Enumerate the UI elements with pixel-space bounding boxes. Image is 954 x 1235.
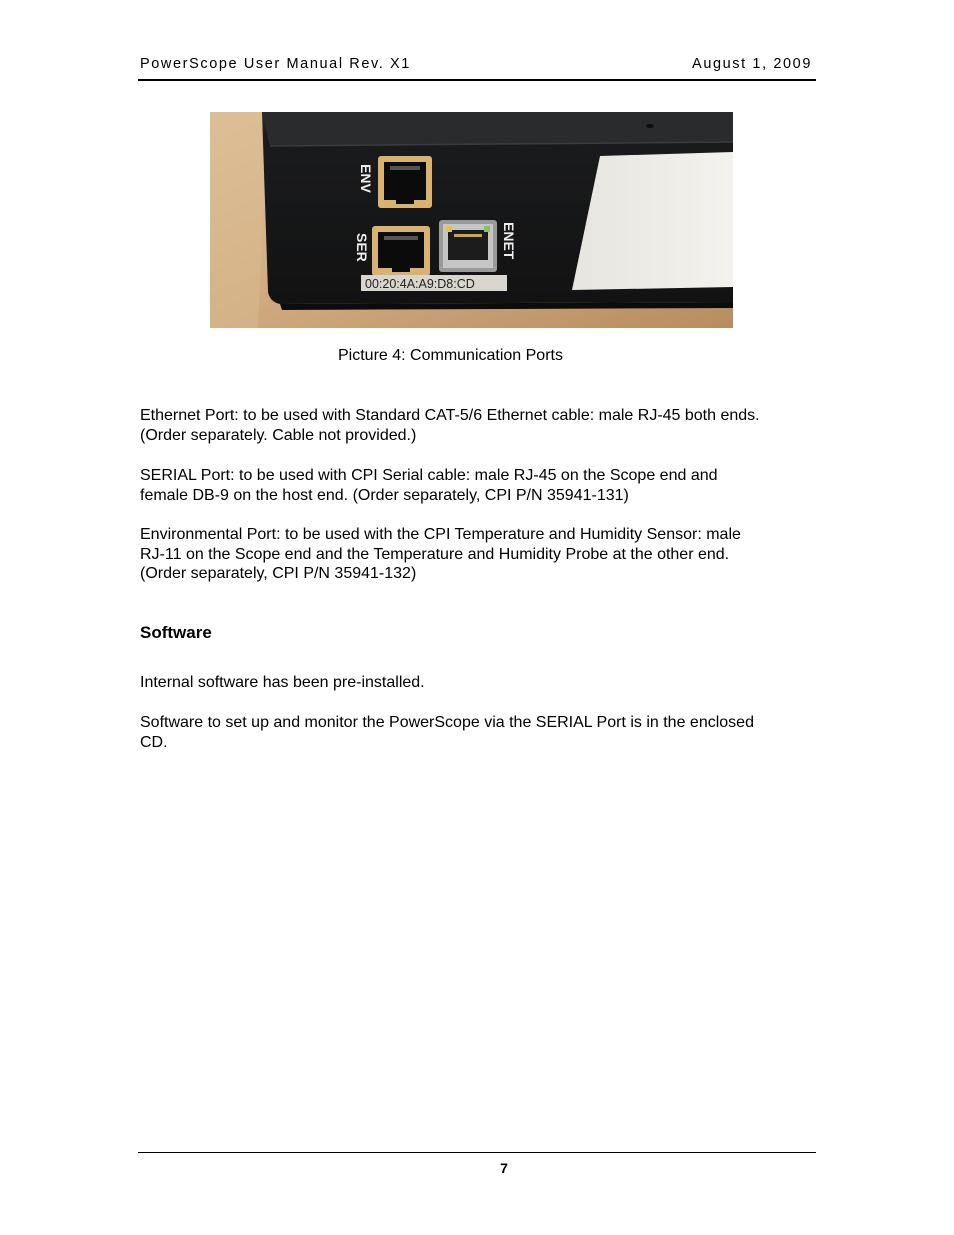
page-header bbox=[140, 54, 814, 78]
ethernet-port-paragraph: Ethernet Port: to be used with Standard CAT-5/6 Ethernet cable: male RJ-45 both ends. (Order separately. Cable not provided.) bbox=[140, 407, 760, 444]
software-setup-paragraph: Software to set up and monitor the PowerScope via the SERIAL Port is in the enclosed CD. bbox=[140, 714, 754, 751]
software-heading: Software bbox=[140, 623, 212, 642]
header-date: August 1, 2009 bbox=[692, 56, 812, 72]
environmental-port-paragraph: Environmental Port: to be used with the CPI Temperature and Humidity Sensor: male RJ-11 on the Scope end and the Temperature and Humidity Probe at the other end. (Order separately, CPI P/N 35941-132) bbox=[140, 526, 741, 582]
ser-port-label: SER bbox=[354, 233, 370, 262]
env-port-label: ENV bbox=[358, 164, 374, 193]
enet-port bbox=[439, 220, 497, 272]
env-port bbox=[378, 156, 432, 208]
enet-port-label: ENET bbox=[501, 222, 517, 260]
figure-caption: Picture 4: Communication Ports bbox=[338, 347, 563, 364]
software-preinstalled-paragraph: Internal software has been pre-installed. bbox=[140, 674, 425, 691]
header-divider bbox=[138, 79, 816, 81]
mac-address-label: 00:20:4A:A9:D8:CD bbox=[365, 277, 475, 291]
header-title: PowerScope User Manual Rev. X1 bbox=[140, 56, 411, 72]
serial-port-paragraph: SERIAL Port: to be used with CPI Serial cable: male RJ-45 on the Scope end and female DB-9 on the host end. (Order separately, CPI P/N 35941-131) bbox=[140, 467, 718, 504]
footer-divider bbox=[138, 1152, 816, 1153]
communication-ports-photo bbox=[210, 112, 733, 328]
page-number: 7 bbox=[500, 1160, 508, 1176]
ser-port bbox=[372, 226, 430, 276]
